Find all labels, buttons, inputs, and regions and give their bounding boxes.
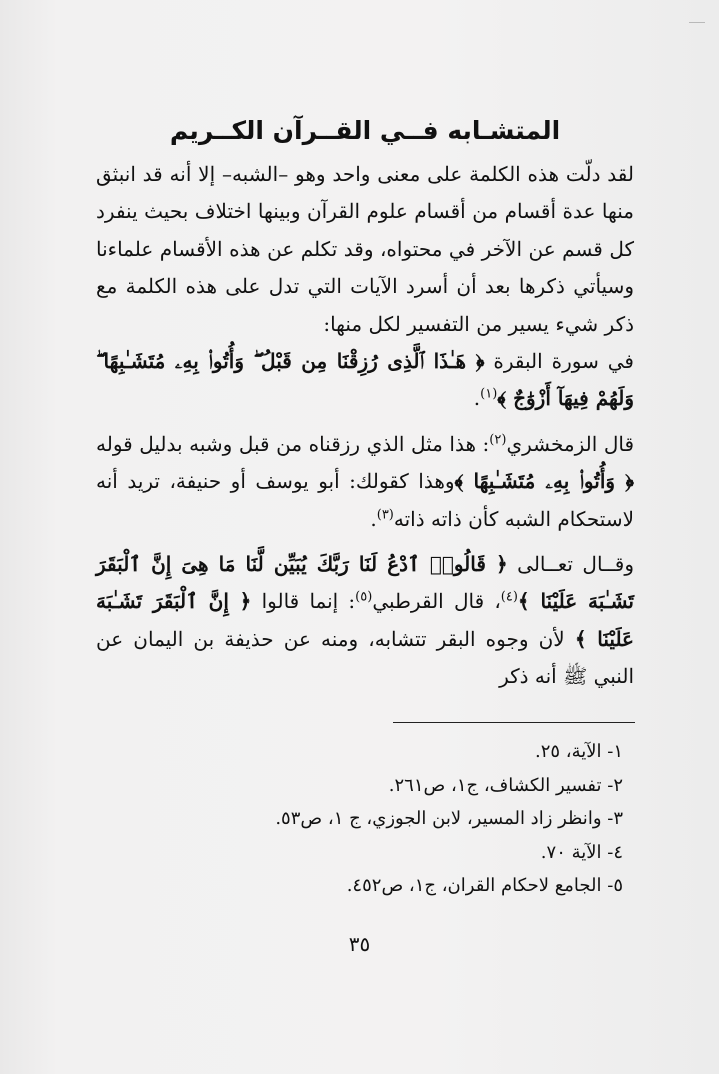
footnote-reference: (٤) (500, 589, 518, 605)
paragraph-text: لقد دلّت هذه الكلمة على معنى واحد وهو –الشبه– إلا أنه قد انبثق منها عدة أقسام من أقسام علوم القرآن وبينها اختلاف بحيث ينفرد كل قسم عن الآخر في محتواه، وقد تكلم عن هذه الأقسام علماءنا وسيأتي ذكرها بعد أن أسرد الآيات التي تدل على هذه الكلمة مع ذكر شيء يسير من التفسير لكل منها: (96, 162, 634, 336)
quran-verse: ﴿ قَالُوا۟ ٱدْعُ لَنَا رَبَّكَ يُبَيِّن لَّنَا مَا هِىَ إِنَّ ٱلْبَقَرَ تَشَـٰبَهَ عَلَيْنَا ﴾ (96, 552, 634, 614)
footnote-1: ١- الآية، ٢٥. (534, 741, 623, 762)
footnote-divider (393, 722, 635, 723)
body-text (96, 156, 634, 696)
paragraph-text: وقــال تعــالى (507, 552, 634, 577)
footnote-2: ٢- تفسير الكشاف، ج١، ص٢٦١. (388, 774, 623, 796)
paragraph-text: وهذا كقولك: أبو يوسف أو حنيفة، تريد أنه لاستحكام الشبه كأن ذاته ذاته (96, 469, 634, 531)
footnote-reference: (١) (480, 386, 498, 402)
footnote-reference: (٢) (489, 432, 507, 448)
paragraph-text: قال الزمخشري (506, 431, 635, 456)
paragraph-text: : هذا مثل الذي رزقناه من قبل وشبه بدليل قوله (96, 431, 490, 456)
paragraph-text: : إنما قالوا (251, 589, 356, 614)
footnote-3: ٣- وانظر زاد المسير، لابن الجوزي، ج ١، ص٥٣. (275, 808, 623, 829)
footnote-reference: (٥) (355, 589, 373, 605)
page-title: المتشـابه فــي القــرآن الكــريم (169, 116, 561, 145)
footnote-4: ٤- الآية ٧٠. (540, 841, 623, 863)
corner-mark (689, 22, 705, 23)
paragraph-text: ، قال القرطبي (372, 589, 501, 614)
page-number: ٣٥ (348, 932, 371, 956)
quran-verse: ﴿ وَأُتُوا۟ بِهِۦ مُتَشَـٰبِهًا ﴾ (454, 469, 634, 494)
footnote-reference: (٣) (376, 507, 394, 522)
paragraph-2 (96, 343, 634, 418)
paragraph-1 (96, 156, 634, 343)
footnotes (85, 735, 623, 903)
paragraph-text: في سورة البقرة (484, 349, 634, 374)
footnote-5: ٥- الجامع لاحكام القران، ج١، ص٤٥٢. (346, 875, 623, 896)
paragraph-text: . (370, 506, 377, 531)
quran-verse: ﴿ هَـٰذَا ٱلَّذِى رُزِقْنَا مِن قَبْلُ ۖ وَأُتُوا۟ بِهِۦ مُتَشَـٰبِهًا ۖ وَلَهُمْ فِيهَآ أَزْوَٰجٌ ﴾ (96, 349, 634, 411)
paragraph-text: . (473, 386, 481, 411)
paragraph-3 (96, 426, 634, 538)
quran-verse: ﴿ إِنَّ ٱلْبَقَرَ تَشَـٰبَهَ عَلَيْنَا ﴾ (96, 589, 634, 651)
paragraph-4 (96, 546, 634, 696)
paragraph-text: لأن وجوه البقر تتشابه، ومنه عن حذيفة بن اليمان عن النبي ﷺ أنه ذكر (96, 626, 634, 689)
